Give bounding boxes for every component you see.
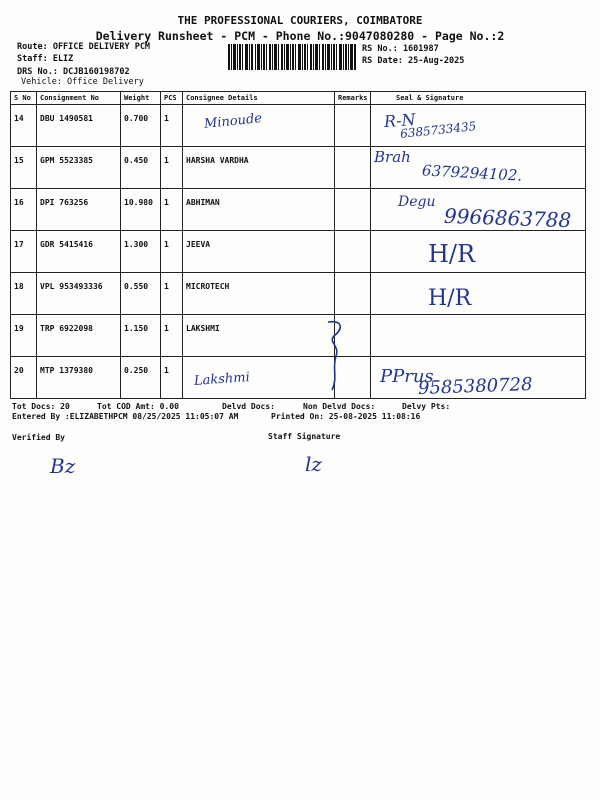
cell-weight: 1.150 (121, 315, 161, 357)
cell-signature (371, 231, 586, 273)
cell-pcs: 1 (161, 273, 183, 315)
route-label: Route: OFFICE DELIVERY PCM (17, 42, 151, 52)
cell-sno: 16 (11, 189, 37, 231)
handwritten-signature-row15: Brah (374, 148, 411, 166)
cell-pcs: 1 (161, 315, 183, 357)
col-header-consignee: Consignee Details (183, 92, 335, 105)
handwritten-signature-row18: H/R (428, 286, 472, 311)
cell-remarks (335, 105, 371, 147)
cell-weight: 0.450 (121, 147, 161, 189)
company-title: THE PROFESSIONAL COURIERS, COIMBATORE (177, 14, 423, 27)
entered-by: Entered By :ELIZABETHPCM 08/25/2025 11:05:07 AM (12, 412, 239, 421)
col-header-consignment: Consignment No (37, 92, 121, 105)
cell-pcs: 1 (161, 147, 183, 189)
cell-consignee: ABHIMAN (183, 189, 335, 231)
staff-label: Staff: ELIZ (17, 54, 74, 64)
cell-consignment: GDR 5415416 (37, 231, 121, 273)
cell-sno: 18 (11, 273, 37, 315)
handwritten-phone-row15: 6379294102. (421, 161, 523, 185)
rs-number: RS No.: 1601987 (362, 44, 439, 54)
col-header-weight: Weight (121, 92, 161, 105)
delivered-docs: Delvd Docs: (222, 402, 275, 411)
cell-consignment: TRP 6922098 (37, 315, 121, 357)
cell-sno: 20 (11, 357, 37, 399)
cell-weight: 10.980 (121, 189, 161, 231)
cell-consignment: VPL 953493336 (37, 273, 121, 315)
cell-consignee: HARSHA VARDHA (183, 147, 335, 189)
rs-date: RS Date: 25-Aug-2025 (362, 56, 465, 66)
handwritten-signature-row20: PPrus (380, 366, 434, 387)
cell-weight: 1.300 (121, 231, 161, 273)
cell-remarks (335, 273, 371, 315)
handwritten-phone-row14: 6385733435 (399, 119, 477, 141)
handwritten-signature-row16: Degu (398, 194, 436, 210)
handwritten-mark-row19 (322, 318, 350, 394)
cell-signature (371, 315, 586, 357)
non-delivered-docs: Non Delvd Docs: (303, 402, 376, 411)
cell-consignee: JEEVA (183, 231, 335, 273)
cell-weight: 0.700 (121, 105, 161, 147)
cell-signature (371, 273, 586, 315)
delivery-points: Delvy Pts: (402, 402, 451, 411)
staff-signature-label: Staff Signature (268, 432, 341, 441)
cell-sno: 14 (11, 105, 37, 147)
table-header-row (11, 92, 586, 105)
cell-consignment: DPI 763256 (37, 189, 121, 231)
cell-consignment: MTP 1379380 (37, 357, 121, 399)
cell-remarks (335, 189, 371, 231)
cell-weight: 0.550 (121, 273, 161, 315)
table-row (11, 105, 586, 147)
total-docs: Tot Docs: 20 (12, 402, 70, 411)
handwritten-signature-row14: R-N (383, 109, 417, 132)
cell-remarks (335, 231, 371, 273)
verified-by-label: Verified By (12, 433, 65, 442)
handwritten-consignee-row14: Minoude (203, 111, 263, 132)
total-cod-amount: Tot COD Amt: 0.00 (97, 402, 179, 411)
cell-consignee: LAKSHMI (183, 315, 335, 357)
cell-sno: 17 (11, 231, 37, 273)
table-row (11, 273, 586, 315)
runsheet-table (10, 91, 586, 399)
cell-consignment: GPM 5523385 (37, 147, 121, 189)
runsheet-title: Delivery Runsheet - PCM - Phone No.:9047080280 - Page No.:2 (95, 29, 505, 43)
handwritten-consignee-row20: Lakshmi (193, 370, 251, 389)
cell-sno: 19 (11, 315, 37, 357)
verified-by-signature: Bz (50, 454, 76, 478)
cell-sno: 15 (11, 147, 37, 189)
staff-signature: lz (305, 452, 322, 476)
col-header-sno: S No (11, 92, 37, 105)
handwritten-phone-row16: 9966863788 (443, 203, 572, 233)
table-row (11, 315, 586, 357)
col-header-remarks: Remarks (335, 92, 371, 105)
cell-consignment: DBU 1490581 (37, 105, 121, 147)
cell-pcs: 1 (161, 231, 183, 273)
handwritten-phone-row20: 9585380728 (417, 374, 533, 399)
barcode-graphic (228, 44, 356, 70)
cell-pcs: 1 (161, 189, 183, 231)
cell-pcs: 1 (161, 357, 183, 399)
cell-weight: 0.250 (121, 357, 161, 399)
cell-consignee: MICROTECH (183, 273, 335, 315)
col-header-pcs: PCS (161, 92, 183, 105)
cell-remarks (335, 147, 371, 189)
table-row (11, 231, 586, 273)
printed-on: Printed On: 25-08-2025 11:08:16 (271, 412, 421, 421)
col-header-signature: Seal & Signature (371, 92, 586, 105)
cell-pcs: 1 (161, 105, 183, 147)
drs-label: DRS No.: DCJB160198702 (17, 67, 130, 77)
handwritten-signature-row17: H/R (428, 240, 476, 268)
vehicle-label: Vehicle: Office Delivery (21, 77, 144, 87)
